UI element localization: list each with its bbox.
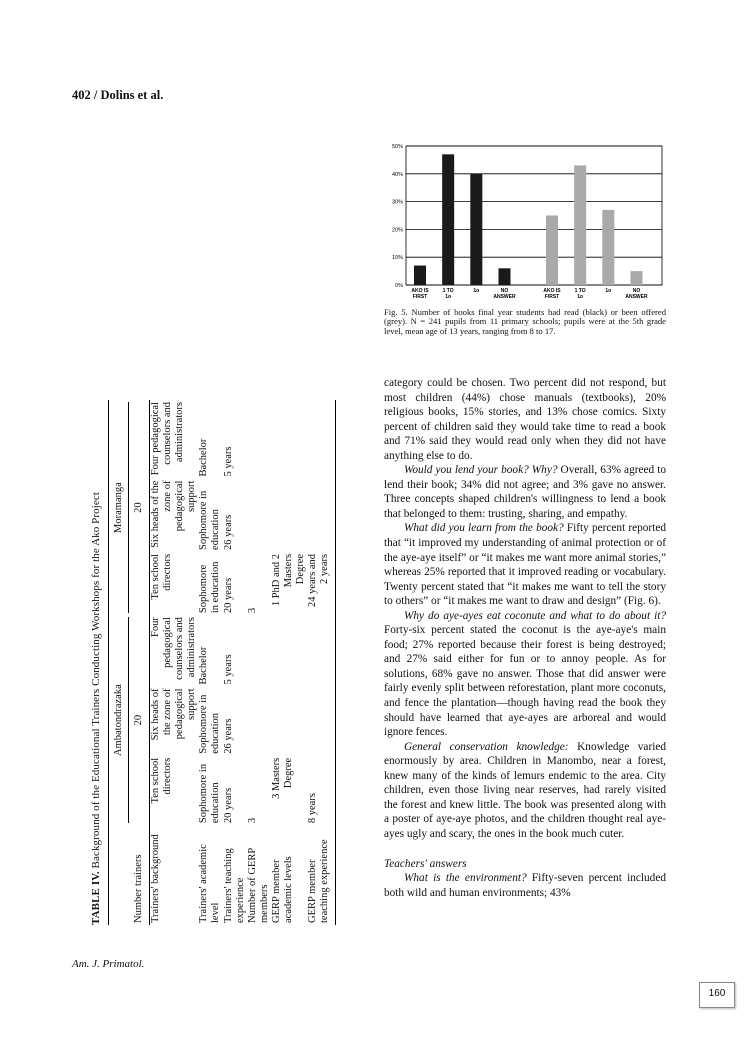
count-moramanga: 20 (133, 502, 145, 513)
bar (442, 154, 454, 285)
table-row (307, 400, 336, 925)
bar (546, 216, 558, 286)
table-cell: 20 years (222, 787, 234, 824)
page-number-badge: 160 (699, 982, 735, 1008)
table-cell: Four pedagogical counselors and administrators (150, 615, 199, 686)
bar (414, 266, 426, 285)
figure-caption: Fig. 5. Number of books final year students had read (black) or been offered (grey). N = 241 pupils from 11 primary schools; pupils were at the 5th grade level, mean age of 13 years, ranging from 8 to 17. (384, 307, 666, 336)
trainers-table (108, 400, 336, 925)
table-cell: 8 years (306, 793, 318, 824)
paragraph (384, 871, 666, 900)
question-heading: General conservation knowledge: (404, 740, 569, 753)
table-caption-text: Background of the Educational Trainers Conducting Workshops for the Ako Project (90, 491, 102, 869)
table-row (247, 400, 271, 925)
question-heading: What is the environment? (404, 872, 527, 885)
table-row (150, 400, 199, 925)
y-tick-label: 20% (391, 227, 403, 234)
x-tick-label: 1 TO (574, 288, 586, 294)
group-moramanga: Moramanga (109, 400, 130, 615)
table-cell (307, 479, 336, 552)
bar (630, 271, 642, 285)
table-cell (271, 479, 307, 552)
bar-chart (384, 140, 666, 305)
x-tick-label: 1o (473, 288, 480, 294)
y-tick-label: 50% (391, 144, 403, 150)
row-label-academic: Trainers' academic level (198, 844, 222, 923)
table-cell: Ten school directors (150, 756, 199, 825)
bar (470, 174, 482, 285)
y-tick-label: 10% (391, 255, 403, 262)
table-cell: Sophomore in education (198, 763, 222, 824)
paragraph-text: Overall, 63% agreed to lend their book; 34% did not agree; and 3% gave no answer. Three concepts shaped children's willingness to lend a book that belonged to them: trusting, sharing, and empathy. (384, 464, 666, 520)
bar (498, 268, 510, 285)
table-cell (271, 615, 307, 686)
table-caption (90, 400, 104, 925)
x-tick-label: AKO IS (543, 288, 561, 294)
table-cell (307, 400, 336, 479)
table-cell: Sophomore in education (198, 694, 222, 754)
table-cell (247, 479, 271, 552)
row-label-gerp-teaching: GERP member teaching experience (306, 839, 330, 923)
table-cell: Sophomore in education (198, 490, 222, 550)
x-tick-label: FIRST (544, 294, 560, 300)
group-ambatondrazaka: Ambatondrazaka (109, 615, 130, 825)
row-label-teaching: Trainers' teaching experience (222, 848, 246, 923)
y-tick-label: 0% (395, 283, 403, 289)
table-cell (307, 686, 336, 755)
paragraph (384, 609, 666, 740)
x-tick-label: NO (632, 288, 641, 294)
journal-name: Am. J. Primatol. (72, 958, 145, 970)
question-heading: Why do aye-ayes eat coconute and what to do about it? (404, 609, 666, 622)
table-cell (247, 400, 271, 479)
y-tick-label: 30% (391, 199, 403, 206)
paragraph-text: Forty-six percent stated the coconut is the aye-aye's main food; 27% reported because their forest is being destroyed; and 27% said either for fun or to annoy people. As for solutions, 68% gave no answer. Those that did answer were fairly evenly split between reforestation, plant more coconuts, and fence the plantation—though having read the book they should have learned that aye-ayes are arboreal and would ignore fences. (384, 624, 666, 739)
x-tick-label: 1o (577, 294, 584, 300)
table-cell: Four pedagogical counselors and administrators (150, 400, 199, 479)
section-subheading: Teachers' answers (384, 857, 467, 870)
table-cell (271, 400, 307, 479)
x-tick-label: NO (500, 288, 509, 294)
table-cell (307, 615, 336, 686)
table-cell (247, 686, 271, 755)
running-head: 402 / Dolins et al. (72, 88, 164, 102)
table-row (271, 400, 307, 925)
table-cell: 20 years (222, 577, 234, 614)
x-tick-label: 1o (605, 288, 612, 294)
table-cell: Bachelor (198, 438, 210, 477)
bar (574, 165, 586, 285)
table-row (198, 400, 222, 925)
x-tick-label: ANSWER (625, 294, 648, 300)
x-tick-label: AKO IS (411, 288, 429, 294)
x-tick-label: 1 TO (442, 288, 454, 294)
x-tick-label: FIRST (412, 294, 428, 300)
body-text-column (384, 376, 666, 900)
x-tick-label: ANSWER (493, 294, 516, 300)
table-cell: Six heads of the zone of pedagogical support (150, 686, 199, 755)
paragraph-text: Fifty percent reported that “it improved my understanding of animal protection or of the aye-aye itself” or “it makes me want more animal stories,” whereas 25% reported that it improved reading or vocabulary. Twenty percent stated that “it makes me want to tell the story to others” or “it makes me want to draw and design” (Fig. 6). (384, 522, 666, 608)
bar (602, 210, 614, 285)
table-cell (247, 615, 271, 686)
table-cell: Six heads of the zone of pedagogical support (150, 479, 199, 552)
table-cell: 24 years and 2 years (306, 553, 330, 608)
table-cell (271, 686, 307, 755)
table-cell: 5 years (222, 446, 234, 477)
table-cell: Sophomore in education (198, 561, 222, 614)
figure-5 (384, 140, 664, 305)
row-label-gerp-number: Number of GERP members (246, 848, 270, 923)
question-heading: Would you lend your book? Why? (404, 464, 558, 477)
table-caption-label: TABLE IV. (90, 871, 102, 925)
paragraph: category could be chosen. Two percent did not respond, but most children (44%) chose manuals (textbooks), 20% religious books, 15% stories, and 13% chose comics. Sixty percent of children said they would take time to read a book and 71% said they would read only when they did not have anything else to do. (384, 377, 666, 462)
table-cell: 5 years (222, 654, 234, 685)
row-label-gerp-academic: GERP member academic levels (270, 856, 294, 923)
x-tick-label: 1o (445, 294, 452, 300)
table-cell: 3 (246, 817, 258, 824)
paragraph (384, 521, 666, 608)
count-ambatondrazaka: 20 (133, 714, 145, 726)
y-tick-label: 40% (391, 171, 403, 178)
table-row (223, 400, 247, 925)
table-cell: Ten school directors (150, 552, 199, 615)
row-label-number-trainers: Number trainers (133, 854, 145, 923)
table-cell: 3 Masters Degree (270, 757, 294, 799)
row-label-background: Trainers' background (150, 825, 199, 925)
table-cell: 26 years (222, 718, 234, 754)
table-cell: 26 years (222, 514, 234, 550)
paragraph (384, 463, 666, 521)
table-cell: Bachelor (198, 646, 210, 685)
paragraph-text: Knowledge varied enormously by area. Children in Manombo, near a forest, knew many of the kinds of lemurs endemic to the area. City children, even those living near reserves, had rarely visited the forest and knew little. The book was presented along with a poster of aye-aye photos, and the children thought real aye-ayes ugly and scary, the ones in the book much cuter. (384, 740, 667, 840)
table-cell: 3 (246, 607, 258, 614)
question-heading: What did you learn from the book? (404, 522, 564, 535)
paragraph-text: Fifty-seven percent included both wild and human environments; 43% (384, 872, 666, 899)
table-cell: 1 PhD and 2 Masters Degree (270, 553, 306, 607)
table-iv (90, 400, 340, 925)
paragraph (384, 740, 666, 842)
